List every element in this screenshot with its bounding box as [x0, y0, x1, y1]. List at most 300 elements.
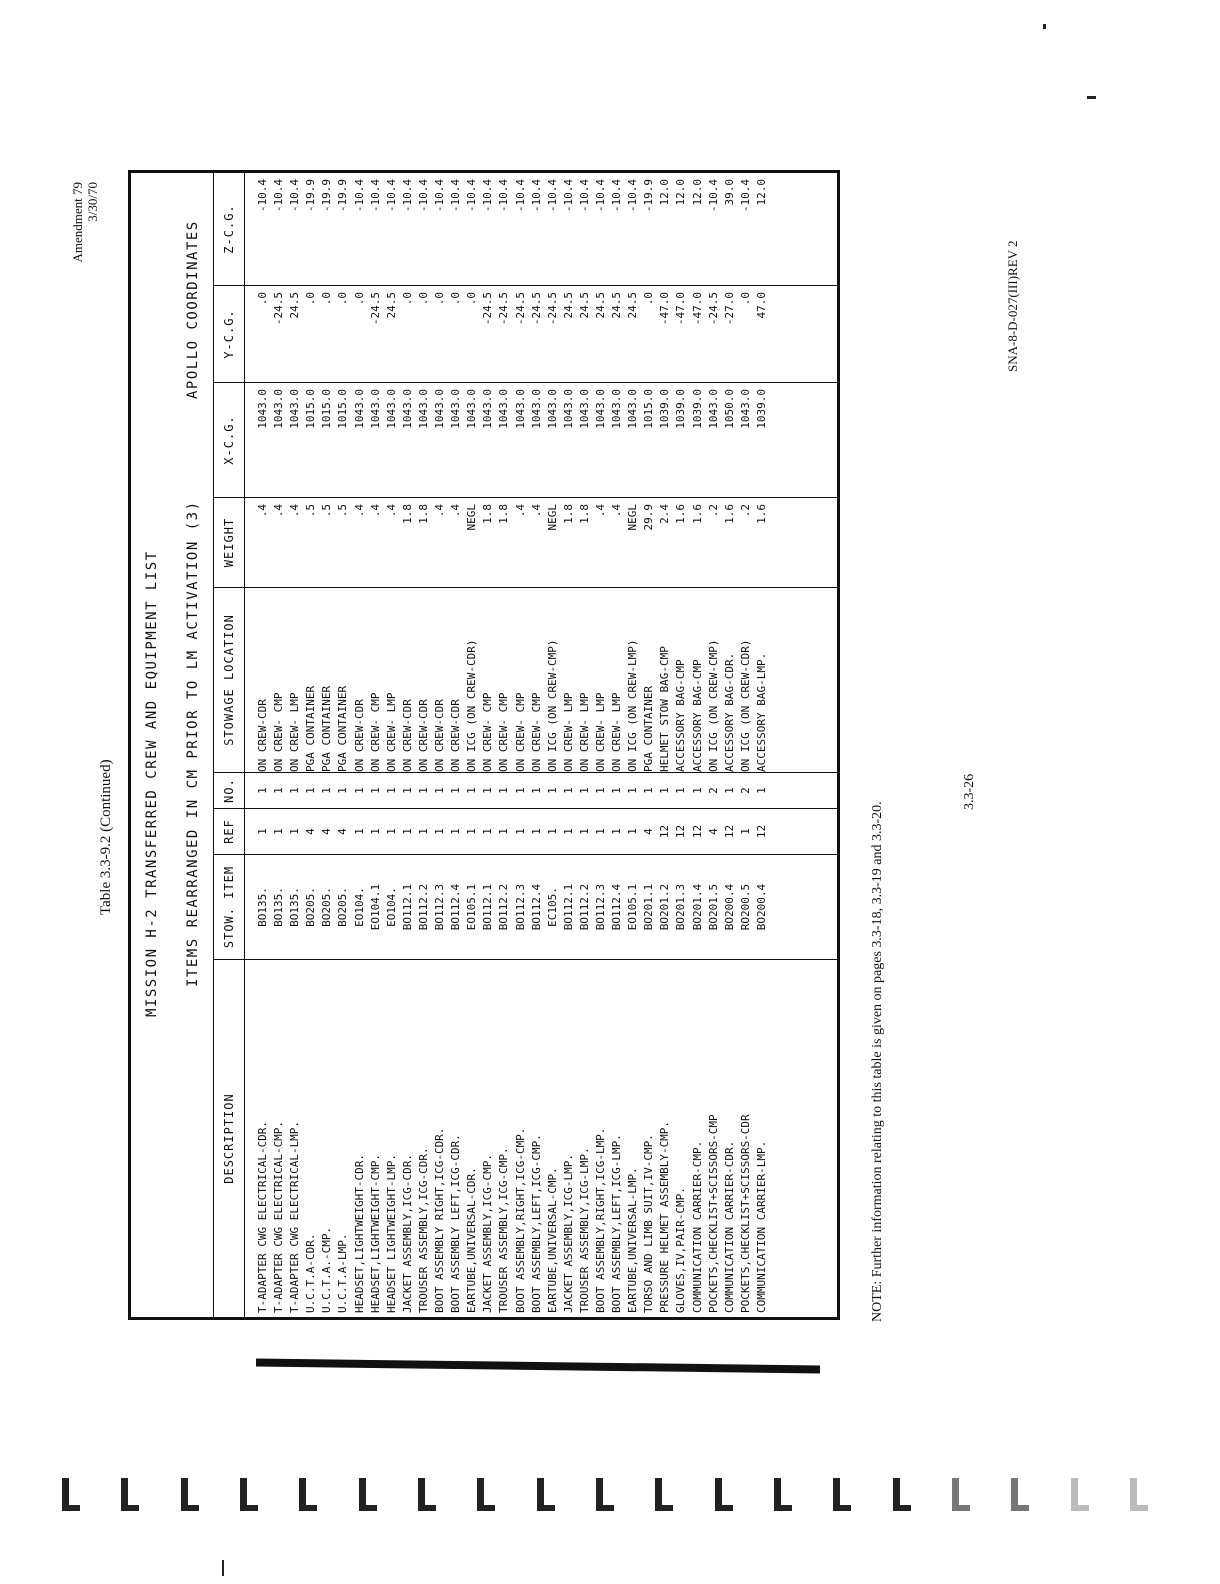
edge-mark: [891, 1478, 913, 1512]
table-cell: -10.4: [400, 179, 414, 213]
table-cell: -10.4: [256, 179, 269, 213]
table-cell: 1: [738, 828, 752, 835]
table-cell: 1: [288, 787, 302, 794]
edge-mark: [1009, 1478, 1031, 1512]
column-header-row: [213, 173, 245, 1317]
table-cell: BO112.3: [513, 883, 527, 931]
table-cell: 1: [610, 787, 624, 794]
table-cell: -24.5: [545, 292, 559, 326]
table-cell: 1: [497, 828, 511, 835]
table-cell: .0: [400, 292, 414, 306]
table-cell: 1: [449, 828, 463, 835]
table-cell: BO201.3: [674, 883, 688, 931]
table-cell: .4: [449, 504, 463, 518]
table-cell: EO104.: [384, 887, 398, 927]
table-cell: BO200.4: [722, 883, 736, 931]
table-cell: 1: [336, 787, 350, 794]
table-cell: PGA CONTAINER: [304, 685, 318, 772]
table-cell: -24.5: [706, 292, 720, 326]
table-cell: 1043.0: [529, 389, 543, 429]
table-cell: 4: [320, 828, 334, 835]
table-cell: BOOT ASSEMBLY,RIGHT,ICG-CMP.: [513, 1127, 527, 1313]
table-cell: .4: [529, 504, 543, 518]
document-number: SNA-8-D-027(III)REV 2: [1005, 240, 1020, 372]
table-cell: NEGL: [626, 504, 640, 531]
table-cell: PGA CONTAINER: [336, 685, 350, 772]
table-cell: 12: [674, 824, 688, 839]
table-cell: 1: [288, 828, 302, 835]
col-header-y-cg: Y-C.G.: [214, 285, 244, 382]
table-cell: BOOT ASSEMBLY,LEFT,ICG-CMP.: [529, 1134, 543, 1313]
table-cell: 1: [368, 828, 382, 835]
table-cell: BO112.3: [593, 883, 607, 931]
table-cell: 1.8: [416, 504, 430, 524]
equipment-table: [128, 170, 840, 1320]
table-cell: JACKET ASSEMBLY,ICG-LMP.: [561, 1154, 575, 1313]
table-cell: .4: [513, 504, 527, 518]
table-cell: .2: [738, 504, 752, 518]
table-cell: 1: [368, 787, 382, 794]
table-title-text: MISSION H-2 TRANSFERRED CREW AND EQUIPMENT LIST: [144, 550, 160, 1017]
table-cell: -19.9: [320, 179, 334, 213]
table-cell: 1: [433, 828, 447, 835]
stowage-location-column: [245, 587, 839, 772]
table-cell: 1.8: [481, 504, 495, 524]
table-cell: 1015.0: [642, 389, 656, 429]
table-cell: 24.5: [610, 292, 624, 319]
table-cell: ON CREW-CDR: [433, 699, 447, 772]
table-cell: ON ICG (ON CREW-CMP): [545, 639, 559, 772]
table-cell: T-ADAPTER CWG ELECTRICAL-CMP.: [272, 1120, 286, 1313]
scan-edge-marks: [60, 1478, 1150, 1512]
edge-mark: [179, 1478, 201, 1512]
table-cell: PGA CONTAINER: [320, 685, 334, 772]
table-cell: TROUSER ASSEMBLY,ICG-CDR.: [416, 1147, 430, 1313]
table-cell: 1043.0: [433, 389, 447, 429]
table-cell: T-ADAPTER CWG ELECTRICAL-LMP.: [288, 1120, 302, 1313]
x-cg-column: [245, 382, 839, 497]
table-subtitle-row: [173, 173, 213, 1317]
table-cell: 1: [577, 787, 591, 794]
table-cell: 1: [400, 828, 414, 835]
table-cell: -27.0: [722, 292, 736, 326]
col-header-weight: WEIGHT: [214, 497, 244, 587]
table-cell: POCKETS,CHECKLIST+SCISSORS-CMP: [706, 1114, 720, 1313]
table-cell: ON CREW- CMP: [497, 692, 511, 772]
table-cell: .0: [336, 292, 350, 306]
table-cell: -10.4: [561, 179, 575, 213]
col-header-description: DESCRIPTION: [214, 959, 244, 1317]
table-cell: .5: [320, 504, 334, 518]
table-cell: 2: [706, 787, 720, 794]
table-cell: U.C.T.A-LMP.: [336, 1233, 350, 1313]
table-cell: ON CREW- CMP: [513, 692, 527, 772]
table-cell: ON CREW- CMP: [481, 692, 495, 772]
table-cell: -19.9: [304, 179, 318, 213]
table-cell: -10.4: [465, 179, 479, 213]
page-number: 3.3-26: [962, 773, 977, 810]
ref-column: [245, 808, 839, 854]
table-cell: -10.4: [577, 179, 591, 213]
table-cell: .4: [288, 504, 302, 518]
table-cell: .4: [433, 504, 447, 518]
table-cell: ON ICG (ON CREW-CMP): [706, 639, 720, 772]
table-cell: COMMUNICATION CARRIER-CMP.: [690, 1140, 704, 1313]
table-cell: BO112.2: [577, 883, 591, 931]
table-cell: U.C.T.A.-CMP.: [320, 1226, 334, 1313]
table-cell: -47.0: [674, 292, 688, 326]
table-cell: ON CREW- LMP: [593, 692, 607, 772]
table-cell: NEGL: [545, 504, 559, 531]
table-cell: 1: [465, 787, 479, 794]
table-cell: -10.4: [288, 179, 302, 213]
table-cell: .0: [738, 292, 752, 306]
scan-speck: [1087, 96, 1096, 99]
table-cell: -19.9: [336, 179, 350, 213]
table-cell: ACCESSORY BAG-CMP: [674, 659, 688, 772]
table-cell: 2: [738, 787, 752, 794]
edge-mark: [297, 1478, 319, 1512]
table-cell: TROUSER ASSEMBLY,ICG-CMP.: [497, 1147, 511, 1313]
table-cell: -24.5: [513, 292, 527, 326]
table-cell: 12.0: [690, 179, 704, 206]
table-cell: 1: [529, 828, 543, 835]
table-cell: EO105.1: [626, 883, 640, 931]
table-cell: .4: [256, 504, 269, 518]
table-cell: 1039.0: [754, 389, 768, 429]
table-cell: EARTUBE,UNIVERSAL-CMP.: [545, 1167, 559, 1313]
table-cell: 1: [449, 787, 463, 794]
table-cell: RO200.5: [738, 883, 752, 931]
table-cell: ON CREW- LMP: [577, 692, 591, 772]
table-cell: 1: [722, 787, 736, 794]
table-cell: 1: [610, 828, 624, 835]
table-cell: -10.4: [706, 179, 720, 213]
table-cell: 1: [256, 828, 269, 835]
table-cell: 1043.0: [561, 389, 575, 429]
table-cell: BO112.1: [481, 883, 495, 931]
table-note: NOTE: Further information relating to this table is given on pages 3.3-18, 3.3-19 and 3.3-20.: [870, 801, 885, 1322]
table-cell: 1: [626, 787, 640, 794]
table-cell: 1015.0: [320, 389, 334, 429]
table-cell: EARTUBE,UNIVERSAL-LMP.: [626, 1167, 640, 1313]
table-cell: 1043.0: [272, 389, 286, 429]
table-cell: ON ICG (ON CREW-LMP): [626, 639, 640, 772]
table-cell: 1: [256, 787, 269, 794]
table-cell: BO201.2: [658, 883, 672, 931]
table-cell: 1: [513, 828, 527, 835]
edge-mark: [357, 1478, 379, 1512]
table-cell: 1: [529, 787, 543, 794]
table-cell: .0: [449, 292, 463, 306]
table-cell: 1043.0: [593, 389, 607, 429]
table-cell: 1043.0: [368, 389, 382, 429]
table-cell: -24.5: [481, 292, 495, 326]
edge-mark: [416, 1478, 438, 1512]
table-cell: 1: [481, 828, 495, 835]
table-cell: 1015.0: [336, 389, 350, 429]
table-cell: TORSO AND LIMB SUIT,IV-CMP.: [642, 1134, 656, 1313]
table-cell: 1: [320, 787, 334, 794]
table-cell: BO112.2: [416, 883, 430, 931]
table-cell: 47.0: [754, 292, 768, 319]
table-cell: HEADSET,LIGHTWEIGHT-CMP.: [368, 1154, 382, 1313]
edge-mark: [535, 1478, 557, 1512]
table-cell: 1043.0: [449, 389, 463, 429]
table-cell: 1043.0: [352, 389, 366, 429]
heavy-rule: [256, 1359, 820, 1374]
table-cell: ON CREW- CMP: [272, 692, 286, 772]
table-cell: 1043.0: [400, 389, 414, 429]
table-cell: BO205.: [336, 887, 350, 927]
table-cell: .0: [320, 292, 334, 306]
table-cell: 1: [658, 787, 672, 794]
table-cell: .4: [272, 504, 286, 518]
table-cell: 1.6: [754, 504, 768, 524]
stow-item-column: [245, 854, 839, 959]
table-cell: 12.0: [674, 179, 688, 206]
table-cell: BO112.1: [561, 883, 575, 931]
apollo-coordinates-header: APOLLO COORDINATES: [185, 220, 201, 399]
weight-column: [245, 497, 839, 587]
table-cell: COMMUNICATION CARRIER-LMP.: [754, 1140, 768, 1313]
table-cell: 1: [465, 828, 479, 835]
y-cg-column: [245, 285, 839, 382]
table-cell: 1.8: [497, 504, 511, 524]
amendment-date: 3/30/70: [85, 182, 100, 222]
table-cell: 1039.0: [690, 389, 704, 429]
table-cell: 1043.0: [545, 389, 559, 429]
table-cell: -10.4: [513, 179, 527, 213]
table-cell: 24.5: [577, 292, 591, 319]
table-cell: -10.4: [433, 179, 447, 213]
table-cell: HEADSET,LIGHTWEIGHT-CDR.: [352, 1154, 366, 1313]
table-cell: 4: [642, 828, 656, 835]
table-cell: PGA CONTAINER: [642, 685, 656, 772]
table-caption: Table 3.3-9.2 (Continued): [98, 759, 114, 915]
table-cell: BO200.4: [754, 883, 768, 931]
table-cell: ON CREW-CDR: [352, 699, 366, 772]
table-cell: 1043.0: [610, 389, 624, 429]
edge-mark: [1128, 1478, 1150, 1512]
col-header-x-cg: X-C.G.: [214, 382, 244, 497]
table-cell: JACKET ASSEMBLY,ICG-CMP.: [481, 1154, 495, 1313]
table-cell: EO104.: [352, 887, 366, 927]
table-cell: COMMUNICATION CARRIER-CDR.: [722, 1140, 736, 1313]
table-cell: BO112.2: [497, 883, 511, 931]
table-cell: 1: [577, 828, 591, 835]
table-cell: ON ICG (ON CREW-CDR): [738, 639, 752, 772]
table-cell: -10.4: [497, 179, 511, 213]
table-cell: EARTUBE,UNIVERSAL-CDR.: [465, 1167, 479, 1313]
table-cell: 1043.0: [465, 389, 479, 429]
table-cell: 1: [352, 828, 366, 835]
table-cell: BOOT ASSEMBLY,LEFT,ICG-LMP.: [610, 1134, 624, 1313]
table-cell: 1043.0: [513, 389, 527, 429]
table-cell: .4: [593, 504, 607, 518]
table-cell: BO135.: [272, 887, 286, 927]
table-cell: 1043.0: [706, 389, 720, 429]
table-cell: 1.6: [722, 504, 736, 524]
table-cell: .0: [433, 292, 447, 306]
table-cell: 1: [272, 828, 286, 835]
table-cell: .4: [352, 504, 366, 518]
table-cell: 1: [400, 787, 414, 794]
table-cell: ACCESSORY BAG-CMP: [690, 659, 704, 772]
table-cell: BO112.1: [400, 883, 414, 931]
table-cell: -10.4: [593, 179, 607, 213]
table-cell: POCKETS,CHECKLIST+SCISSORS-CDR: [738, 1114, 752, 1313]
col-header-stowage-location: STOWAGE LOCATION: [214, 587, 244, 772]
table-cell: BO205.: [304, 887, 318, 927]
table-cell: 1043.0: [288, 389, 302, 429]
col-header-z-cg: Z-C.G.: [222, 204, 236, 254]
table-cell: 1043.0: [577, 389, 591, 429]
table-cell: 1: [593, 828, 607, 835]
table-cell: 1043.0: [481, 389, 495, 429]
table-cell: .0: [416, 292, 430, 306]
table-cell: 1015.0: [304, 389, 318, 429]
table-cell: 1: [561, 787, 575, 794]
col-header-ref: REF: [214, 808, 244, 854]
table-cell: BOOT ASSEMBLY RIGHT,ICG-CDR.: [433, 1127, 447, 1313]
table-cell: BO112.4: [449, 883, 463, 931]
table-cell: 1: [304, 787, 318, 794]
table-cell: ON CREW- CMP: [529, 692, 543, 772]
table-cell: -47.0: [690, 292, 704, 326]
table-cell: ON ICG (ON CREW-CDR): [465, 639, 479, 772]
table-cell: -10.4: [738, 179, 752, 213]
table-cell: TROUSER ASSEMBLY,ICG-LMP.: [577, 1147, 591, 1313]
table-cell: HEADSET LIGHTWEIGHT-LMP.: [384, 1154, 398, 1313]
table-cell: 1.8: [400, 504, 414, 524]
table-cell: 1043.0: [384, 389, 398, 429]
description-column: [245, 959, 839, 1317]
table-cell: 1: [384, 828, 398, 835]
table-subtitle: ITEMS REARRANGED IN CM PRIOR TO LM ACTIVATION (3): [185, 500, 201, 987]
table-cell: 1043.0: [738, 389, 752, 429]
edge-mark: [60, 1478, 82, 1512]
table-cell: -10.4: [626, 179, 640, 213]
table-cell: .4: [384, 504, 398, 518]
amendment-block: [70, 182, 100, 292]
table-cell: -10.4: [481, 179, 495, 213]
table-cell: 1050.0: [722, 389, 736, 429]
table-cell: ON CREW- LMP: [384, 692, 398, 772]
table-cell: ON CREW-CDR: [449, 699, 463, 772]
table-cell: 1039.0: [658, 389, 672, 429]
table-cell: -10.4: [610, 179, 624, 213]
table-cell: .0: [465, 292, 479, 306]
table-cell: 1: [497, 787, 511, 794]
table-cell: .5: [336, 504, 350, 518]
table-cell: 1: [561, 828, 575, 835]
table-cell: 12.0: [658, 179, 672, 206]
table-cell: JACKET ASSEMBLY,ICG-CDR.: [400, 1154, 414, 1313]
table-cell: 24.5: [626, 292, 640, 319]
table-cell: 1: [754, 787, 768, 794]
edge-mark: [119, 1478, 141, 1512]
table-cell: PRESSURE HELMET ASSEMBLY-CMP.: [658, 1120, 672, 1313]
table-cell: BO201.5: [706, 883, 720, 931]
table-cell: 1.8: [561, 504, 575, 524]
table-cell: 24.5: [384, 292, 398, 319]
table-cell: 1043.0: [497, 389, 511, 429]
table-cell: 1: [433, 787, 447, 794]
table-cell: 1: [384, 787, 398, 794]
table-cell: .4: [610, 504, 624, 518]
table-cell: 12: [690, 824, 704, 839]
table-cell: 1: [674, 787, 688, 794]
table-cell: 24.5: [593, 292, 607, 319]
table-cell: 1: [545, 787, 559, 794]
table-cell: 1: [352, 787, 366, 794]
table-cell: 1043.0: [256, 389, 269, 429]
z-cg-column: [245, 173, 839, 285]
table-cell: 1043.0: [416, 389, 430, 429]
table-cell: 1.6: [690, 504, 704, 524]
edge-mark: [475, 1478, 497, 1512]
table-cell: 1043.0: [626, 389, 640, 429]
table-cell: 12: [754, 824, 768, 839]
table-cell: 1: [545, 828, 559, 835]
table-cell: BO201.1: [642, 883, 656, 931]
table-cell: .5: [304, 504, 318, 518]
table-cell: .0: [352, 292, 366, 306]
table-cell: 1.8: [577, 504, 591, 524]
col-header-no: NO.: [214, 772, 244, 808]
table-cell: -24.5: [529, 292, 543, 326]
table-cell: ON CREW-CDR: [416, 699, 430, 772]
table-cell: BO112.3: [433, 883, 447, 931]
table-cell: -24.5: [368, 292, 382, 326]
table-cell: 29.9: [642, 504, 656, 531]
table-cell: BO112.4: [610, 883, 624, 931]
table-cell: 1.6: [674, 504, 688, 524]
table-cell: ON CREW- CMP: [368, 692, 382, 772]
table-cell: GLOVES,IV,PAIR-CMP.: [674, 1187, 688, 1313]
table-cell: 1: [690, 787, 704, 794]
table-cell: 1: [626, 828, 640, 835]
table-cell: 2.4: [658, 504, 672, 524]
table-cell: BO135.: [288, 887, 302, 927]
table-cell: 4: [336, 828, 350, 835]
edge-mark: [772, 1478, 794, 1512]
table-cell: -10.4: [384, 179, 398, 213]
scan-speck: [222, 1560, 224, 1576]
scan-speck: [1043, 24, 1046, 29]
edge-mark: [950, 1478, 972, 1512]
table-cell: -47.0: [658, 292, 672, 326]
edge-mark: [831, 1478, 853, 1512]
table-cell: -10.4: [368, 179, 382, 213]
table-cell: 1: [416, 828, 430, 835]
table-cell: 24.5: [561, 292, 575, 319]
table-cell: ON CREW- LMP: [610, 692, 624, 772]
no-column: [245, 772, 839, 808]
table-cell: EC105.: [545, 887, 559, 927]
table-cell: ON CREW- LMP: [288, 692, 302, 772]
edge-mark: [594, 1478, 616, 1512]
edge-mark: [653, 1478, 675, 1512]
table-title: [131, 173, 173, 1317]
table-cell: BOOT ASSEMBLY LEFT,ICG-CDR.: [449, 1134, 463, 1313]
table-cell: .0: [642, 292, 656, 306]
table-cell: BO205.: [320, 887, 334, 927]
table-cell: -10.4: [352, 179, 366, 213]
table-cell: 12: [722, 824, 736, 839]
table-cell: -24.5: [272, 292, 286, 326]
